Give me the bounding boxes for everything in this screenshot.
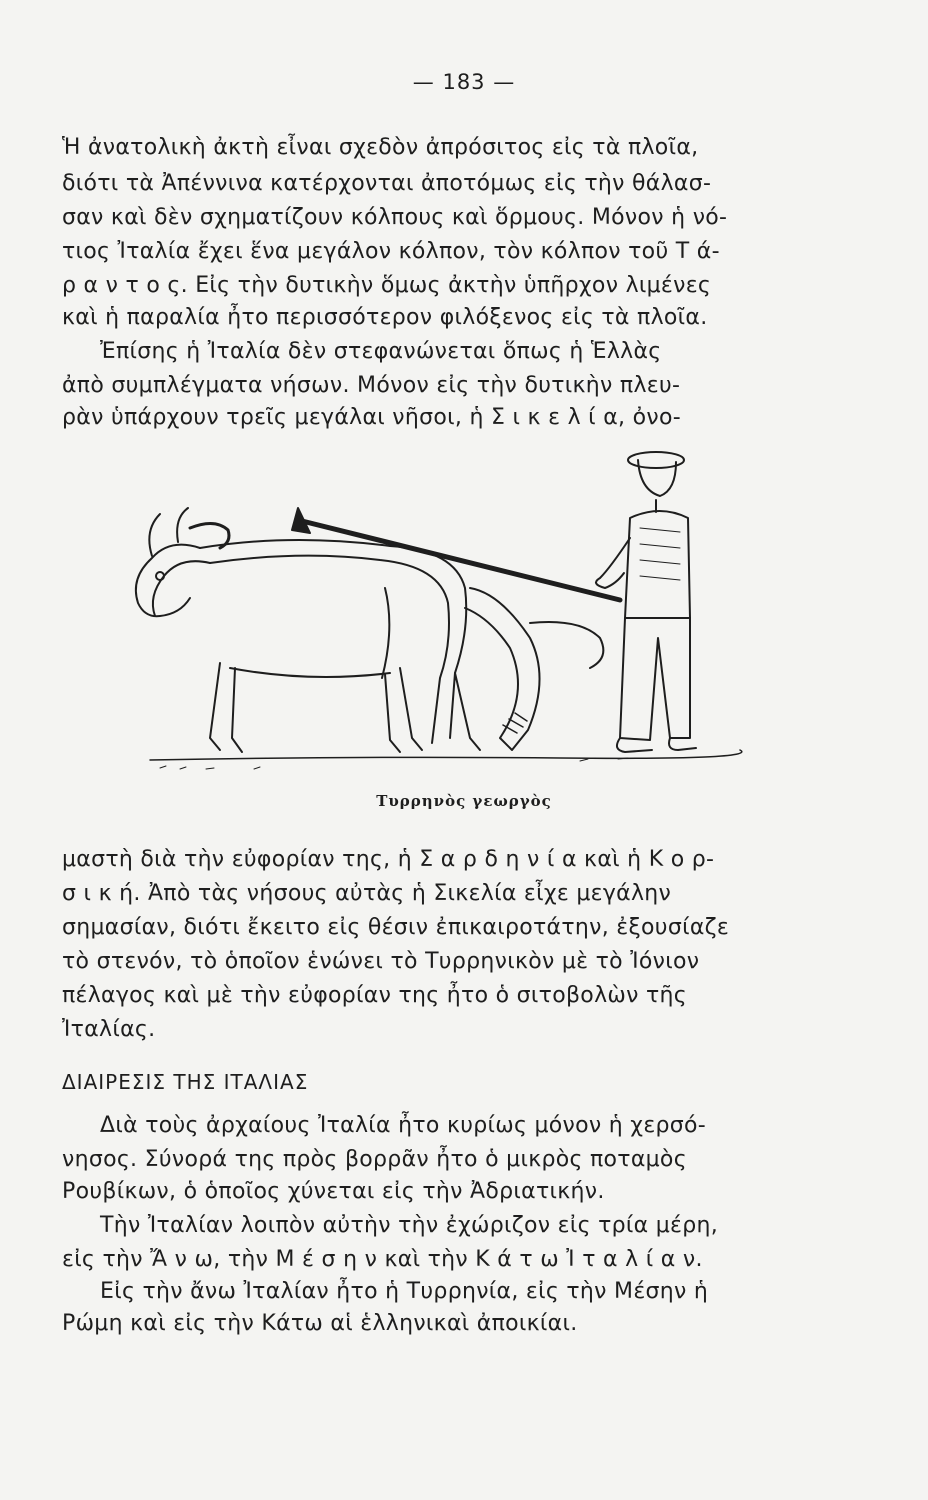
text-line: σ ι κ ή. Ἀπὸ τὰς νήσους αὐτὰς ἡ Σικελία εἶχε μεγάλην	[62, 881, 672, 906]
figure-caption: Τυρρηνὸς γεωργὸς	[376, 792, 552, 810]
text-line: εἰς τὴν Ἄ ν ω, τὴν Μ έ σ η ν καὶ τὴν Κ ά τ ω Ἰ τ α λ ί α ν.	[62, 1247, 703, 1272]
text-line: Εἰς τὴν ἄνω Ἰταλίαν ἦτο ἡ Τυρρηνία, εἰς τὴν Μέσην ἡ	[100, 1279, 709, 1304]
text-line: ρὰν ὑπάρχουν τρεῖς μεγάλαι νῆσοι, ἡ Σ ι κ ε λ ί α, ὀνο-	[62, 405, 681, 430]
page-number: — 183 —	[412, 70, 516, 94]
text-line: Ἡ ἀνατολικὴ ἀκτὴ εἶναι σχεδὸν ἀπρόσιτος εἰς τὰ πλοῖα,	[62, 135, 699, 160]
text-line: ἀπὸ συμπλέγματα νήσων. Μόνον εἰς τὴν δυτικὴν πλευ-	[62, 373, 681, 398]
text-line: Ρώμη καὶ εἰς τὴν Κάτω αἱ ἑλληνικαὶ ἀποικίαι.	[62, 1311, 578, 1336]
text-line: καὶ ἡ παραλία ἦτο περισσότερον φιλόξενος εἰς τὰ πλοῖα.	[62, 305, 708, 330]
text-line: μαστὴ διὰ τὴν εὐφορίαν της, ἡ Σ α ρ δ η ν ί α καὶ ἡ Κ ο ρ-	[62, 847, 715, 872]
text-line: νησος. Σύνορά της πρὸς βορρᾶν ἦτο ὁ μικρὸς ποταμὸς	[62, 1147, 687, 1172]
ploughman-illustration	[60, 438, 750, 790]
text-line: Τὴν Ἰταλίαν λοιπὸν αὐτὴν τὴν ἐχώριζον εἰς τρία μέρη,	[100, 1213, 719, 1238]
text-line: Διὰ τοὺς ἀρχαίους Ἰταλία ἦτο κυρίως μόνον ἡ χερσό-	[100, 1113, 707, 1138]
text-line: διότι τὰ Ἀπέννινα κατέρχονται ἀποτόμως εἰς τὴν θάλασ-	[62, 171, 712, 196]
text-line: ρ α ν τ ο ς. Εἰς τὴν δυτικὴν ὅμως ἀκτὴν ὑπῆρχον λιμένες	[62, 273, 712, 298]
text-line: σημασίαν, διότι ἔκειτο εἰς θέσιν ἐπικαιροτάτην, ἐξουσίαζε	[62, 915, 730, 940]
text-line: τὸ στενόν, τὸ ὁποῖον ἑνώνει τὸ Τυρρηνικὸν μὲ τὸ Ἰόνιον	[62, 949, 700, 974]
text-line: Ἰταλίας.	[62, 1017, 156, 1042]
text-line: τιος Ἰταλία ἔχει ἕνα μεγάλον κόλπον, τὸν κόλπον τοῦ Τ ά-	[62, 239, 720, 264]
text-line: πέλαγος καὶ μὲ τὴν εὐφορίαν της ἦτο ὁ σιτοβολὼν τῆς	[62, 983, 687, 1008]
text-line: σαν καὶ δὲν σχηματίζουν κόλπους καὶ ὅρμους. Μόνον ἡ νό-	[62, 205, 728, 230]
section-heading: ΔΙΑΙΡΕΣΙΣ ΤΗΣ ΙΤΑΛΙΑΣ	[62, 1070, 309, 1094]
text-line: Ἐπίσης ἡ Ἰταλία δὲν στεφανώνεται ὅπως ἡ Ἑλλὰς	[100, 339, 662, 364]
text-line: Ρουβίκων, ὁ ὁποῖος χύνεται εἰς τὴν Ἀδριατικήν.	[62, 1179, 605, 1204]
